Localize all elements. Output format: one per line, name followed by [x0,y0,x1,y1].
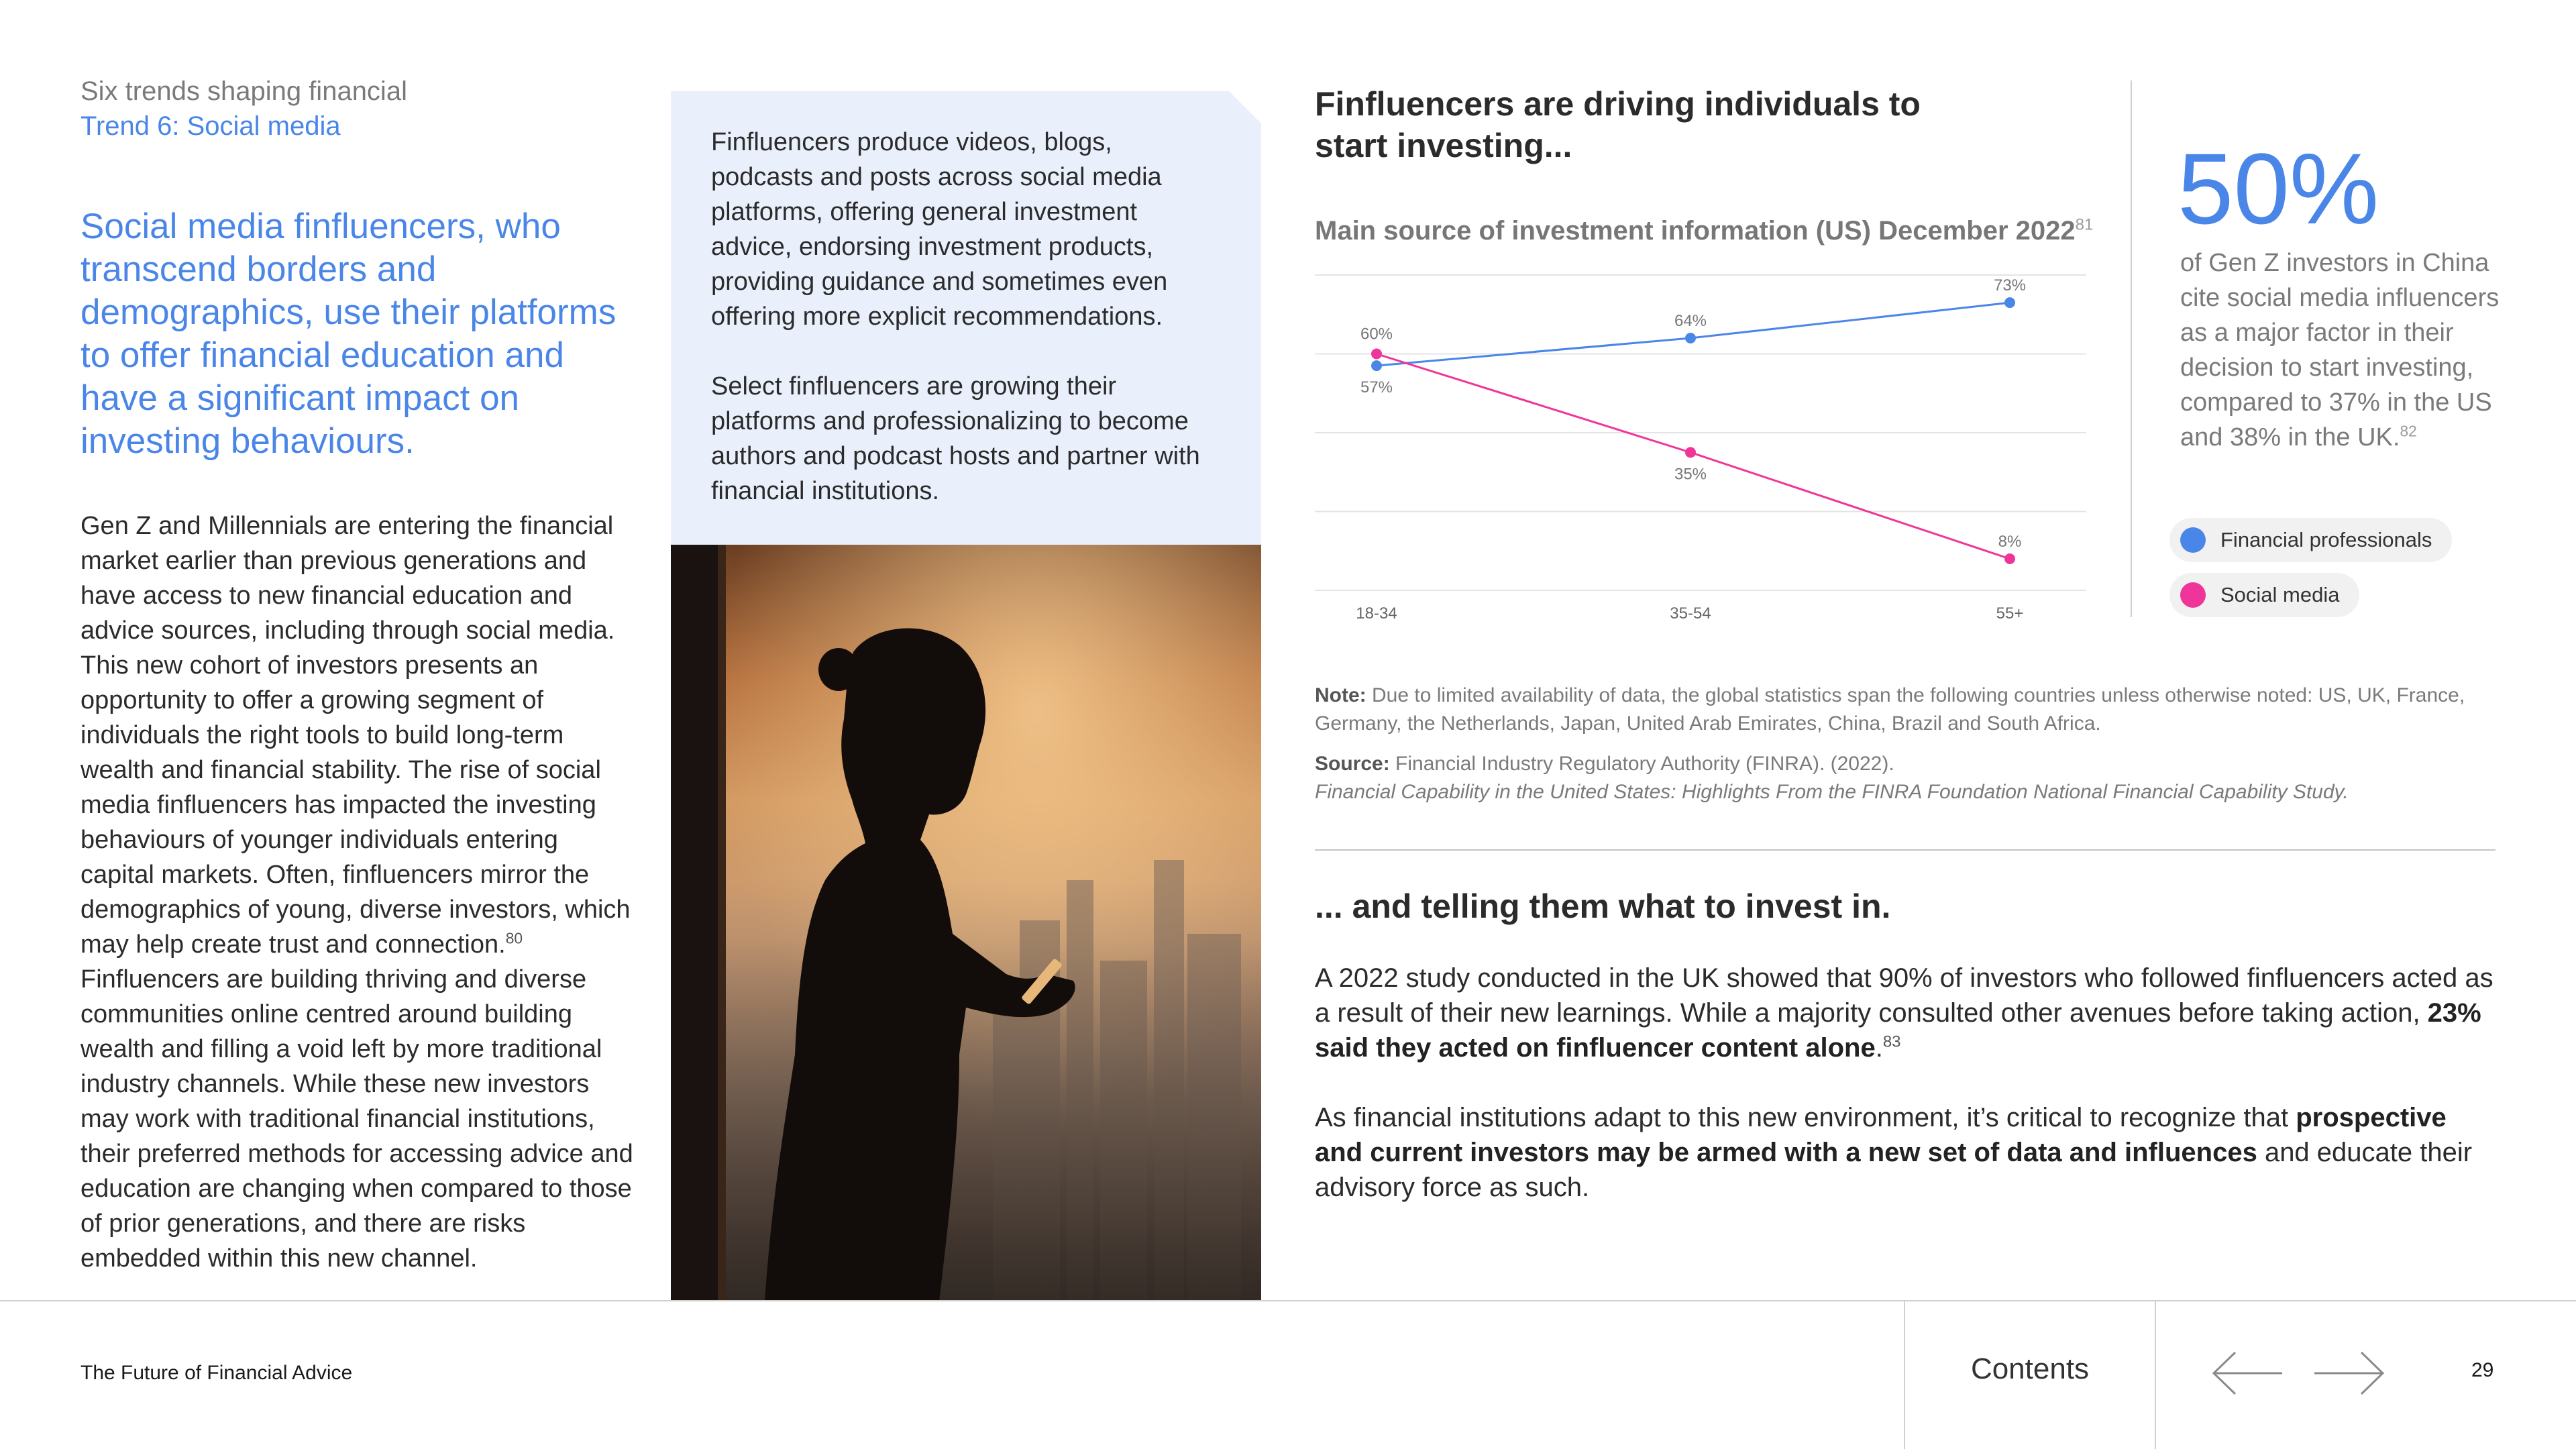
arrow-left-icon[interactable] [2211,1350,2285,1397]
data-point [2004,553,2015,564]
sub-heading: ... and telling them what to invest in. [1315,888,1891,925]
column-divider [2131,80,2132,617]
body-text: and educate their advisory force as such. [1315,1138,2473,1202]
line-chart [1301,262,2100,631]
chart-title [1315,213,2093,248]
chart-data-labels [1360,276,2026,551]
data-label: 35% [1674,465,1707,484]
data-label: 60% [1360,325,1393,343]
callout-paragraph: Select finfluencers are growing their platforms and professionalizing to become authors and podcast hosts and partner with financial institutions. [711,372,1200,505]
right-body-text [1315,961,2496,1240]
footnote-ref[interactable]: 83 [1882,1032,1901,1051]
x-tick-label: 18-34 [1356,604,1397,623]
footnote-ref[interactable]: 82 [2400,422,2417,440]
body-emphasis: prospective and current investors may be armed with a new set of data and influences [1315,1103,2447,1167]
data-point [1371,360,1382,371]
stat-text: of Gen Z investors in China cite social media influencers as a major factor in their decision to start investing, compared to 37% in the US and 38% in the UK. [2180,249,2500,451]
data-point [1371,349,1382,360]
data-point [1685,447,1696,458]
legend-label: Social media [2220,583,2340,606]
footnote-ref[interactable]: 80 [505,929,523,947]
callout-paragraph: Finfluencers produce videos, blogs, podcasts and posts across social media platforms, offering general investment advice, endorsing investment products, providing guidance and sometimes even offering more explicit recommendations. [711,128,1168,331]
page-number: 29 [2471,1359,2494,1381]
data-point [2004,297,2015,308]
chart-note [1315,682,2522,738]
arrow-right-icon[interactable] [2312,1350,2385,1397]
legend-item-financial-professionals [2169,518,2452,562]
left-body-part1: Gen Z and Millennials are entering the financial market earlier than previous generations and have access to new financial education and advice sources, including through social media. This new cohort of investors presents an opportunity to offer a growing segment of individuals the right tools to build long-term wealth and financial stability. The rise of social media finfluencers has impacted the investing behaviours of younger individuals entering capital markets. Often, finfluencers mirror the demographics of young, diverse investors, which may help create trust and connection. [80,512,631,959]
source-text: Financial Industry Regulatory Authority (FINRA). (2022). [1389,753,1894,775]
legend-item-social-media [2169,573,2359,617]
body-paragraph [1315,1100,2496,1205]
footnote-ref[interactable]: 81 [2075,215,2094,234]
lead-statement: Social media finfluencers, who transcend borders and demographics, use their platforms to offer financial education and have a significant impact on investing behaviours. [80,207,616,461]
silhouette-photo [671,545,1261,1301]
note-label: Note: [1315,684,1366,706]
section-kicker [80,74,407,144]
footer-divider [0,1300,2576,1301]
footer-divider-vertical [2155,1301,2156,1449]
chart-source [1315,750,2522,806]
legend-swatch-pink [2180,582,2206,608]
x-tick-label: 35-54 [1670,604,1711,623]
section-divider [1315,849,2496,851]
report-section-label: Six trends shaping financial [80,76,407,106]
data-label: 8% [1998,533,2022,551]
left-body-part2: Finfluencers are building thriving and diverse communities online centred around building wealth and filling a void left by more traditional industry channels. While these new investors may work with traditional financial institutions, their preferred methods for accessing advice and education are changing when compared to those of prior generations, and there are risks embedded within this new channel. [80,965,633,1273]
footer-report-title: The Future of Financial Advice [80,1362,353,1384]
trend-label: Trend 6: Social media [80,111,341,141]
chart-title-text: Main source of investment information (US) December 2022 [1315,216,2076,246]
body-paragraph [1315,961,2496,1065]
woman-with-phone-illustration [671,545,1261,1301]
body-text: . [1875,1033,1883,1063]
data-label: 57% [1360,378,1393,397]
chart-x-tick-labels [1356,604,2023,623]
left-body-text [80,508,637,1276]
x-tick-label: 55+ [1996,604,2024,623]
data-point [1685,333,1696,343]
data-label: 64% [1674,312,1707,330]
legend-swatch-blue [2180,527,2206,553]
stat-value: 50% [2178,132,2379,245]
chart-series-points [1371,297,2015,564]
source-title: Financial Capability in the United States: Highlights From the FINRA Foundation National Financial Capability Study. [1315,781,2349,803]
legend-label: Financial professionals [2220,528,2432,551]
contents-link[interactable]: Contents [1970,1352,2090,1385]
callout-text [711,125,1221,543]
data-label: 73% [1993,276,2027,295]
note-text: Due to limited availability of data, the global statistics span the following countries unless otherwise noted: US, UK, France, Germany, the Netherlands, Japan, United Arab Emirates, China, Brazil and South Africa. [1315,684,2465,735]
body-text: As financial institutions adapt to this new environment, it’s critical to recognize that [1315,1103,2296,1132]
body-emphasis: 23% said they acted on finfluencer content alone [1315,998,2481,1063]
body-text: A 2022 study conducted in the UK showed that 90% of investors who followed finfluencers acted as a result of their new learnings. While a majority consulted other avenues before taking action, [1315,963,2493,1028]
chart-heading: Finfluencers are driving individuals to start investing... [1315,85,1921,164]
source-label: Source: [1315,753,1390,775]
stat-description [2180,246,2516,455]
